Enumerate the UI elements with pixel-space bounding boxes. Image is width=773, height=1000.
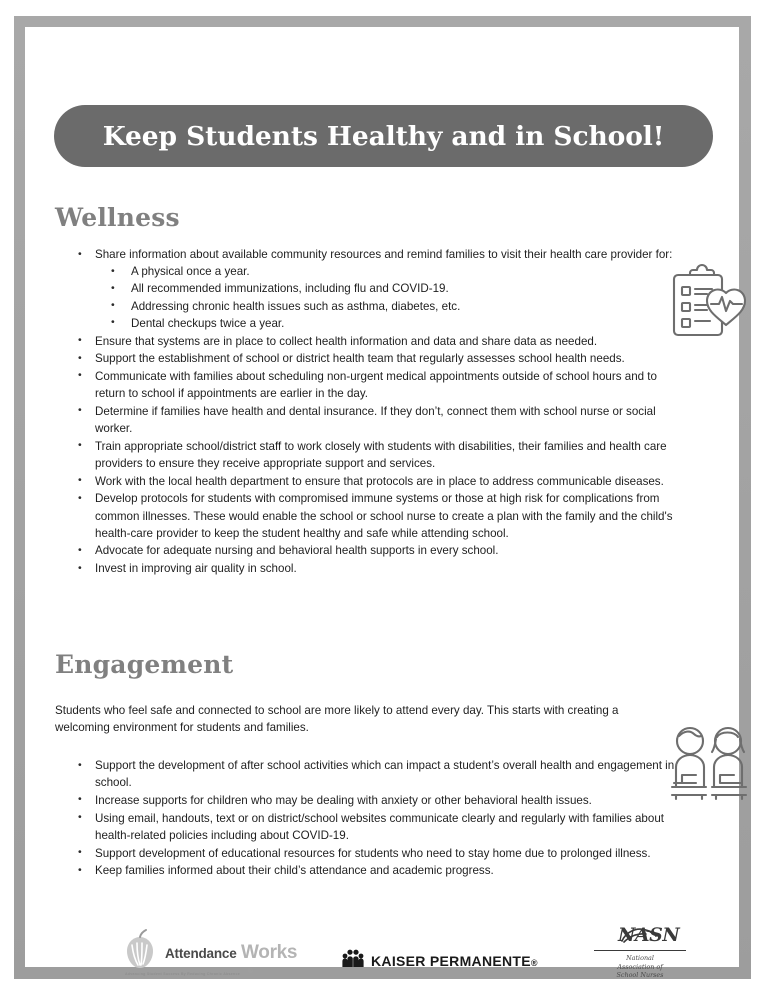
list-item (67, 368, 677, 402)
nasn-subtitle (592, 954, 688, 979)
bullet-text: Communicate with families about scheduling non-urgent medical appointments outside of school hours and to return to school if appointments are earlier in the day. (95, 369, 657, 401)
subtitle-line-2: Association of (617, 962, 663, 971)
kaiser-permanente-wordmark (371, 953, 538, 969)
scanned-page-frame (14, 16, 751, 979)
sub-list-item (95, 315, 677, 332)
list-item (67, 403, 677, 437)
list-item (67, 810, 677, 844)
bullet-list (67, 757, 677, 879)
list-item (67, 792, 677, 809)
title-banner (54, 105, 713, 167)
logo-name: KAISER PERMANENTE (371, 952, 531, 969)
students-at-desks-icon (666, 725, 758, 812)
apple-hand-icon (120, 929, 160, 976)
list-item (67, 490, 677, 542)
bullet-text: Work with the local health department to ensure that protocols are in place to address communicable diseases. (95, 474, 664, 488)
list-item (67, 350, 677, 367)
list-item (67, 542, 677, 559)
list-item (67, 473, 677, 490)
bullet-text: Support development of educational resources for students who need to stay home due to prolonged illness. (95, 846, 651, 860)
list-item (67, 333, 677, 350)
logo-nasn (592, 923, 688, 980)
bullet-text: Train appropriate school/district staff to work closely with students with disabilities, their families and health care providers to ensure they receive appropriate support and services. (95, 439, 667, 470)
page-content (25, 27, 739, 980)
sub-bullet-text: A physical once a year. (131, 265, 250, 279)
intro-text: Students who feel safe and connected to school are more likely to attend every day. This starts with creating a welcoming environment for students and families. (55, 704, 619, 735)
engagement-intro-paragraph (55, 702, 635, 736)
bullet-text: Increase supports for children who may be dealing with anxiety or other behavioral health issues. (95, 793, 592, 807)
engagement-bullet-list (67, 757, 677, 880)
section-heading-wellness: Wellness (55, 203, 180, 232)
footer-logo-row (25, 915, 739, 995)
bullet-text: Support the development of after school activities which can impact a student’s overall health and engagement in school. (95, 759, 675, 790)
bullet-text: Keep families informed about their child’s attendance and academic progress. (95, 864, 494, 878)
subtitle-line-3: School Nurses (616, 971, 664, 980)
nasn-mark (592, 923, 688, 949)
list-item (67, 757, 677, 791)
registered-mark: ® (248, 969, 253, 975)
logo-line-2: Works (240, 941, 298, 963)
logo-kaiser-permanente (341, 948, 538, 973)
bullet-text: Using email, handouts, text or on district/school websites communicate clearly and regularly with families about health-related policies including about COVID-19. (95, 811, 664, 842)
bullet-text: Share information about available community resources and remind families to visit their health care provider for: (95, 248, 673, 261)
bullet-list (67, 246, 677, 577)
people-group-icon (341, 948, 365, 973)
list-item (67, 246, 677, 332)
logo-line-1: Attendance (165, 945, 237, 961)
sub-list-item (95, 280, 677, 297)
attendance-works-wordmark (165, 943, 297, 963)
section-heading-engagement: Engagement (55, 650, 234, 679)
list-item (67, 862, 677, 879)
health-clipboard-icon (666, 265, 758, 346)
logo-attendance-works (120, 929, 297, 976)
list-item (67, 845, 677, 862)
list-item (67, 438, 677, 472)
document-page (25, 27, 739, 980)
page-title: Keep Students Healthy and in School! (102, 120, 665, 152)
nasn-acronym: NASN (618, 924, 680, 946)
sub-bullet-text: All recommended immunizations, including flu and COVID-19. (131, 282, 449, 296)
sub-list-item (95, 263, 677, 280)
sub-bullet-list (95, 263, 677, 332)
logo-tagline: Advancing Student Success By Reducing Chronic Absence (125, 972, 240, 976)
bullet-text: Invest in improving air quality in school. (95, 562, 297, 576)
wellness-bullet-list (67, 246, 677, 578)
registered-mark: ® (530, 957, 538, 968)
sub-bullet-text: Dental checkups twice a year. (131, 316, 285, 330)
bullet-text: Develop protocols for students with compromised immune systems or those at high risk for complications from common illnesses. These would enable the school or school nurse to create a plan with the family and the child's health-care provider to keep the student healthy and safe while attending school. (95, 492, 673, 540)
subtitle-line-1: National (626, 954, 654, 963)
sub-list-item (95, 298, 677, 315)
bullet-text: Advocate for adequate nursing and behavioral health supports in every school. (95, 544, 499, 558)
bullet-text: Ensure that systems are in place to collect health information and data and share data as needed. (95, 334, 598, 348)
bullet-text: Support the establishment of school or district health team that regularly assesses school health needs. (95, 352, 625, 366)
list-item (67, 560, 677, 577)
sub-bullet-text: Addressing chronic health issues such as asthma, diabetes, etc. (131, 299, 461, 313)
bullet-text: Determine if families have health and dental insurance. If they don’t, connect them with school nurse or social worker. (95, 404, 656, 436)
